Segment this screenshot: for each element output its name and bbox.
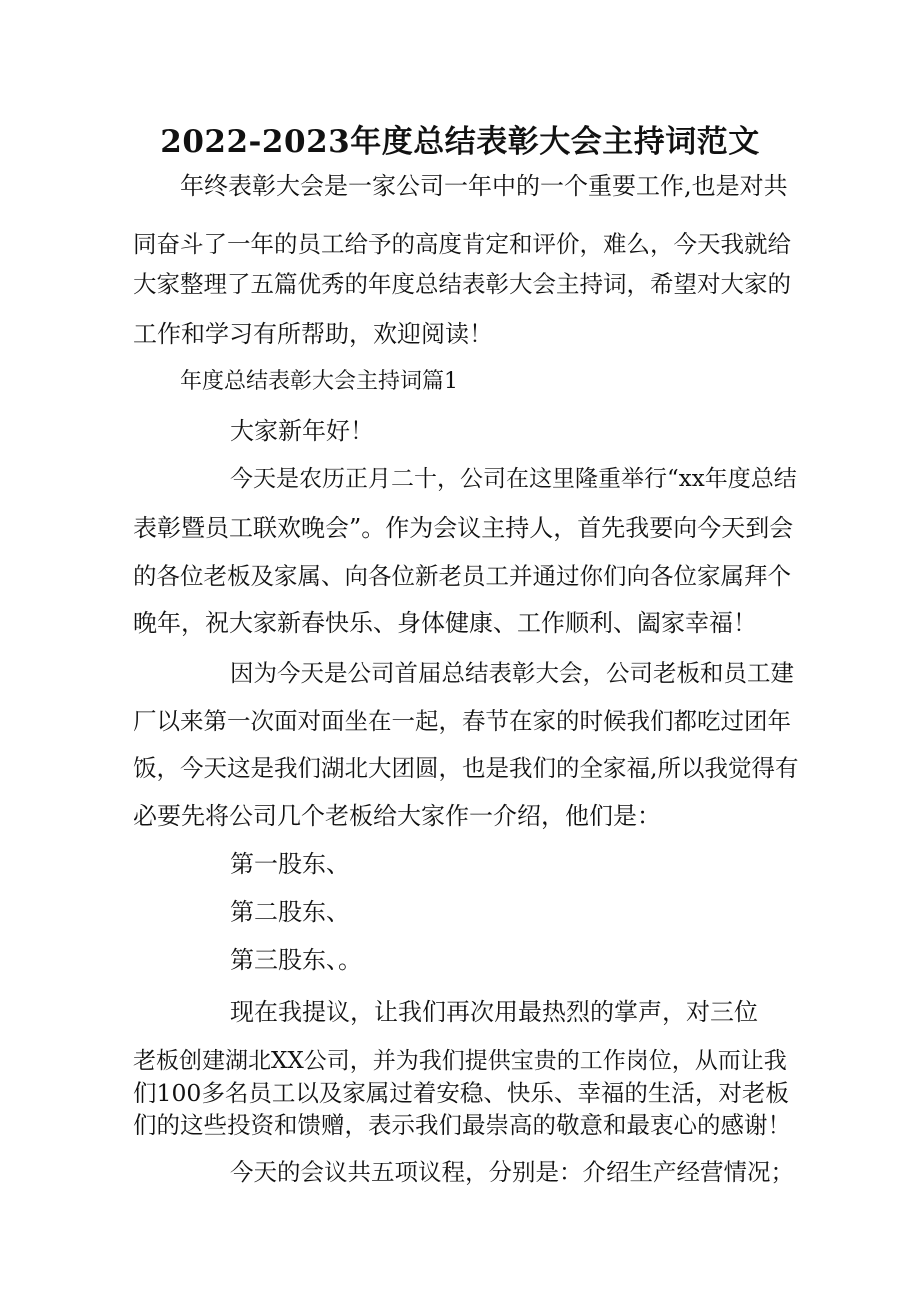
para3-line-4: 们的这些投资和馈赠，表示我们最崇高的敬意和最衷心的感谢！ (133, 1111, 791, 1139)
greeting: 大家新年好！ (230, 417, 374, 445)
para1-line-1: 今天是农历正月二十，公司在这里隆重举行“xx年度总结 (230, 466, 797, 492)
para2-line-4: 必要先将公司几个老板给大家作一介绍，他们是： (133, 802, 661, 830)
para1-line-4: 晚年，祝大家新春快乐、身体健康、工作顺利、阖家幸福！ (133, 609, 757, 637)
para2-line-1: 因为今天是公司首届总结表彰大会，公司老板和员工建 (230, 659, 794, 687)
section-heading: 年度总结表彰大会主持词篇1 (180, 369, 458, 394)
document-title: 2022-2023年度总结表彰大会主持词范文 (160, 124, 760, 160)
shareholder-2: 第二股东、 (230, 898, 350, 926)
shareholder-3: 第三股东、。 (230, 946, 362, 974)
intro-line-2: 同奋斗了一年的员工给予的高度肯定和评价，难么，今天我就给 (133, 230, 791, 258)
para1-line-3: 的各位老板及家属、向各位新老员工并通过你们向各位家属拜个 (133, 562, 791, 590)
intro-line-3: 大家整理了五篇优秀的年度总结表彰大会主持词，希望对大家的 (133, 270, 791, 298)
intro-line-1: 年终表彰大会是一家公司一年中的一个重要工作,也是对共 (180, 172, 788, 200)
para2-line-3: 饭，今天这是我们湖北大团圆，也是我们的全家福,所以我觉得有 (133, 754, 799, 782)
para3-line-2: 老板创建湖北XX公司，并为我们提供宝贵的工作岗位，从而让我 (133, 1048, 787, 1074)
shareholder-1: 第一股东、 (230, 850, 350, 878)
para3-line-3: 们100多名员工以及家属过着安稳、快乐、幸福的生活，对老板 (133, 1079, 789, 1107)
para2-line-2: 厂以来第一次面对面坐在一起，春节在家的时候我们都吃过团年 (133, 707, 791, 735)
para3-line-1: 现在我提议，让我们再次用最热烈的掌声，对三位 (230, 998, 758, 1026)
intro-line-4: 工作和学习有所帮助，欢迎阅读！ (133, 320, 493, 348)
para1-line-2: 表彰暨员工联欢晚会”。作为会议主持人，首先我要向今天到会 (133, 514, 794, 542)
para4-line-1: 今天的会议共五项议程，分别是：介绍生产经营情况； (230, 1158, 794, 1186)
